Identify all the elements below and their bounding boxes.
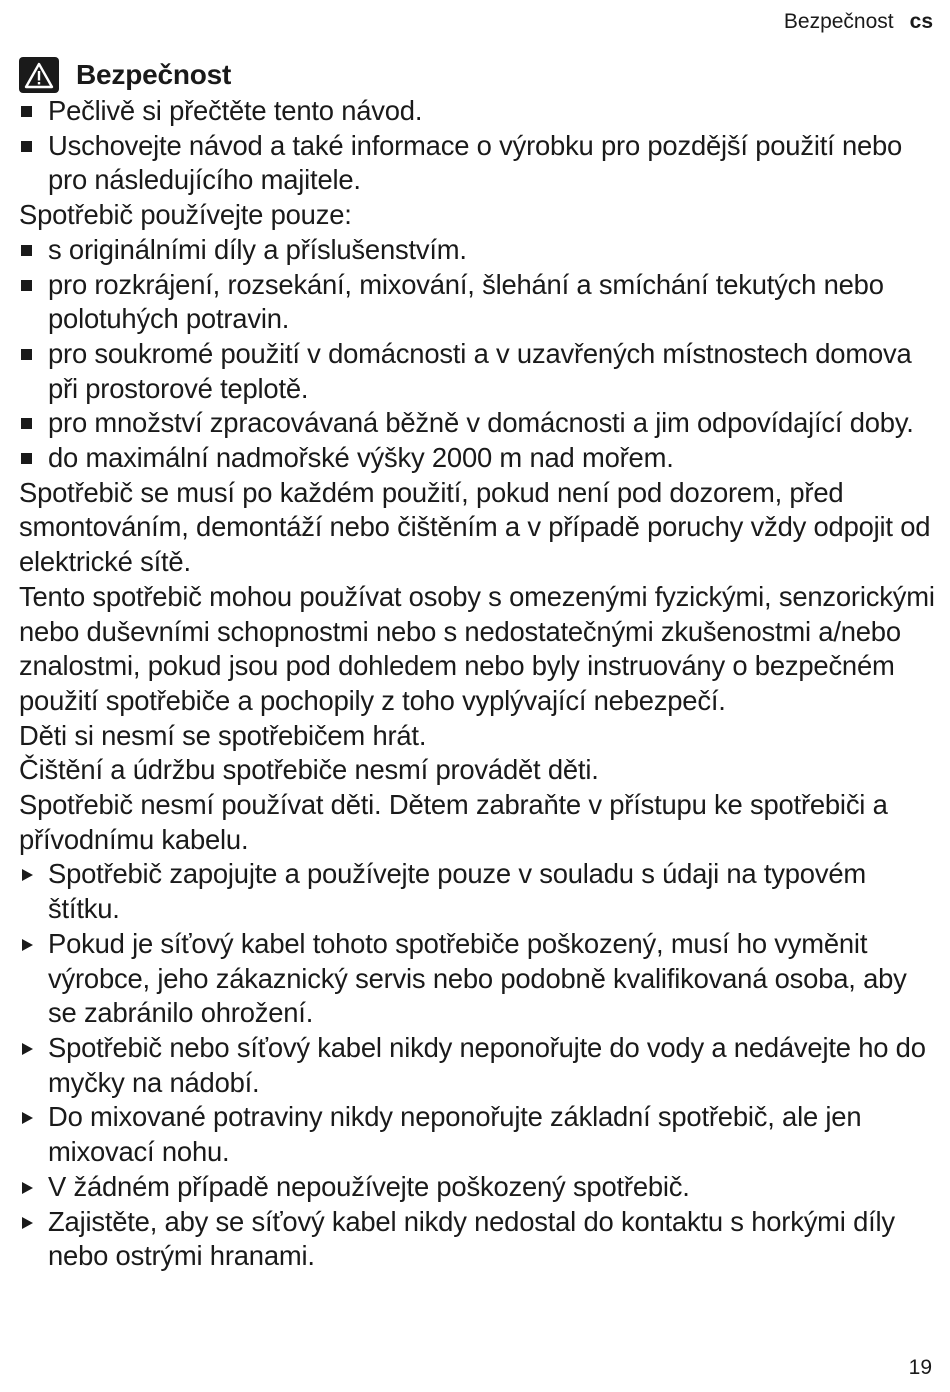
bullet-item <box>19 268 939 337</box>
page-content <box>19 56 939 1274</box>
arrow-bullet-icon <box>22 869 33 881</box>
page-number: 19 <box>908 1356 932 1379</box>
block-text: Spotřebič používejte pouze: <box>19 199 352 231</box>
block-text: Do mixované potraviny nikdy neponořujte základní spotřebič, ale jen mixovací nohu. <box>48 1101 862 1168</box>
square-bullet-icon <box>21 418 32 429</box>
block-text: Zajistěte, aby se síťový kabel nikdy nedostal do kontaktu s horkými díly nebo ostrými hranami. <box>48 1205 895 1272</box>
block-text: Spotřebič nebo síťový kabel nikdy neponořujte do vody a nedávejte ho do myčky na nádobí. <box>48 1031 926 1098</box>
block-text: Pečlivě si přečtěte tento návod. <box>48 95 423 126</box>
square-bullet-icon <box>21 245 32 256</box>
paragraph <box>19 788 939 857</box>
block-text: Čištění a údržbu spotřebiče nesmí provádět děti. <box>19 754 599 786</box>
block-text: Děti si nesmí se spotřebičem hrát. <box>19 719 427 751</box>
square-bullet-icon <box>21 106 32 117</box>
block-text: Spotřebič se musí po každém použití, pokud není pod dozorem, před smontováním, demontáží nebo čištěním a v případě poruchy vždy odpojit od elektrické sítě. <box>19 476 931 578</box>
square-bullet-icon <box>21 280 32 291</box>
arrow-bullet-icon <box>22 1112 33 1124</box>
square-bullet-icon <box>21 349 32 360</box>
bullet-item <box>19 233 939 268</box>
running-header <box>784 9 933 35</box>
safety-instructions <box>19 94 939 1274</box>
arrow-bullet-icon <box>22 1217 33 1229</box>
block-text: pro množství zpracovávaná běžně v domácnosti a jim odpovídající doby. <box>48 407 914 439</box>
section-title: Bezpečnost <box>76 58 232 90</box>
block-text: V žádném případě nepoužívejte poškozený spotřebič. <box>48 1170 690 1202</box>
instruction-item <box>19 1170 939 1205</box>
instruction-item <box>19 1205 939 1274</box>
block-text: Tento spotřebič mohou používat osoby s omezenými fyzickými, senzorickými nebo duševními schopnostmi nebo s nedostatečnými zkušenostmi a/nebo znalostmi, pokud jsou pod dohledem nebo byly instruovány o bezpečném použití spotřebiče a pochopily z toho vyplývající nebezpečí. <box>19 580 935 716</box>
square-bullet-icon <box>21 141 32 152</box>
instruction-item <box>19 927 939 1031</box>
instruction-item <box>19 1100 939 1169</box>
bullet-item <box>19 337 939 406</box>
bullet-item <box>19 406 939 441</box>
bullet-item <box>19 441 939 476</box>
instruction-item <box>19 1031 939 1100</box>
bullet-item <box>19 129 939 198</box>
warning-icon <box>19 57 59 93</box>
section-title-row <box>19 56 939 94</box>
block-text: Spotřebič zapojujte a používejte pouze v souladu s údaji na typovém štítku. <box>48 858 866 925</box>
paragraph <box>19 198 939 233</box>
block-text: Spotřebič nesmí používat děti. Dětem zabraňte v přístupu ke spotřebiči a přívodnímu kabelu. <box>19 789 888 855</box>
block-text: do maximální nadmořské výšky 2000 m nad mořem. <box>48 442 674 474</box>
block-text: Uschovejte návod a také informace o výrobku pro pozdější použití nebo pro následujícího majitele. <box>48 129 903 196</box>
paragraph <box>19 580 939 719</box>
arrow-bullet-icon <box>22 939 33 951</box>
arrow-bullet-icon <box>22 1182 33 1194</box>
language-code: cs <box>909 10 933 33</box>
arrow-bullet-icon <box>22 1043 33 1055</box>
block-text: s originálními díly a příslušenstvím. <box>48 233 467 265</box>
paragraph <box>19 753 939 788</box>
block-text: Pokud je síťový kabel tohoto spotřebiče poškozený, musí ho vyměnit výrobce, jeho zákaznický servis nebo podobně kvalifikovaná osoba, aby se zabránilo ohrožení. <box>48 927 907 1029</box>
square-bullet-icon <box>21 453 32 464</box>
block-text: pro rozkrájení, rozsekání, mixování, šlehání a smíchání tekutých nebo polotuhých potravin. <box>48 268 884 335</box>
running-header-section: Bezpečnost <box>783 10 894 33</box>
block-text: pro soukromé použití v domácnosti a v uzavřených místnostech domova při prostorové teplotě. <box>48 337 912 404</box>
paragraph <box>19 719 939 754</box>
paragraph <box>19 476 939 580</box>
bullet-item <box>19 94 939 129</box>
instruction-item <box>19 857 939 926</box>
